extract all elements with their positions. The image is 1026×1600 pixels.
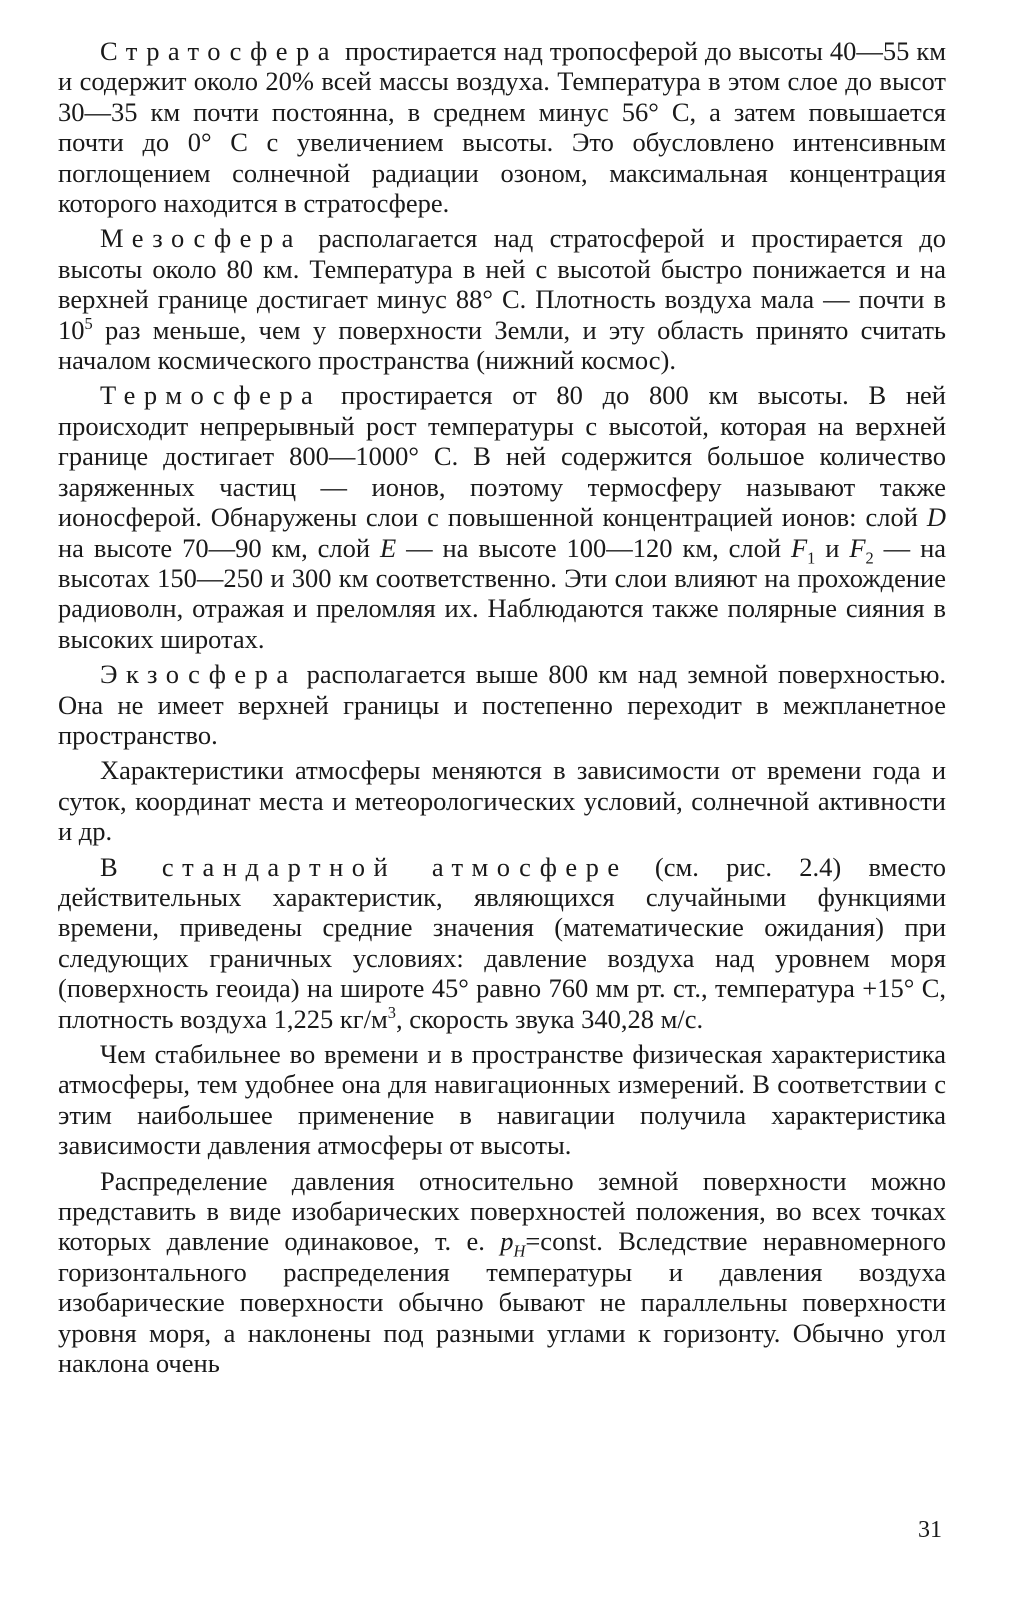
paragraph-thermosphere: [58, 380, 946, 654]
layer-d-label: D: [926, 502, 946, 533]
paragraph-exosphere: [58, 659, 946, 750]
subscript: 2: [865, 547, 874, 567]
paragraph-text: Распределение давления относительно земной поверхности можно представить в виде изобарических поверхностей положения, во всех точках которых давление одинаковое, т. е.: [58, 1165, 946, 1257]
superscript: 5: [84, 313, 93, 333]
paragraph-stratosphere: [58, 36, 946, 218]
term-mesosphere: Мезосфера: [100, 223, 302, 254]
subscript: 1: [807, 547, 816, 567]
paragraph-mesosphere: [58, 223, 946, 375]
paragraph-text: простирается над тропосферой до высоты 40—55 км и содержит около 20% всей массы воздуха. Температура в этом слое до высот 30—35 км почти постоянна, в среднем минус 56° С, а затем повышается почти до 0° С с увеличением высоты. Это обусловлено интенсивным поглощением солнечной радиации озоном, максимальная концентрация которого находится в стратосфере.: [58, 36, 946, 219]
paragraph-text: (см. рис. 2.4) вместо действительных характеристик, являющихся случайными функциями времени, приведены средние значения (математические ожидания) при следующих граничных условиях: давление воздуха над уровнем моря (поверхность геоида) на широте 45° равно 760 мм рт. ст., температура +15° С, плотность воздуха 1,225 кг/м: [58, 851, 946, 1034]
paragraph-text: располагается выше 800 км над земной поверхностью. Она не имеет верхней границы и постепенно переходит в межпланетное пространство.: [58, 659, 946, 750]
layer-e-label: E: [379, 532, 397, 563]
layer-f2-label: F: [849, 532, 866, 563]
term-exosphere: Экзосфера: [100, 659, 297, 690]
paragraph-stability: [58, 1039, 946, 1161]
term-stratosphere: Стратосфера: [100, 36, 339, 66]
paragraph-characteristics: [58, 755, 946, 846]
superscript: 3: [387, 1002, 396, 1022]
paragraph-text: — на высотах 150—250 и 300 км соответственно. Эти слои влияют на прохождение радиоволн, отражая и преломляя их. Наблюдаются также полярные сияния в высоких широтах.: [58, 532, 947, 654]
paragraph-text: раз меньше, чем у поверхности Земли, и эту область принято считать началом космического пространства (нижний космос).: [58, 314, 946, 376]
variable-p: p: [500, 1226, 514, 1257]
page-body: [58, 36, 946, 1383]
paragraph-text: Характеристики атмосферы меняются в зависимости от времени года и суток, координат места и метеорологических условий, солнечной активности и др.: [58, 755, 946, 847]
paragraph-text: Чем стабильнее во времени и в пространстве физическая характеристика атмосферы, тем удобнее она для навигационных измерений. В соответствии с этим наибольшее применение в навигации получила характеристика зависимости давления атмосферы от высоты.: [58, 1039, 946, 1161]
term-thermosphere: Термосфера: [100, 380, 322, 411]
paragraph-standard-atmosphere: [58, 852, 946, 1034]
page-number: 31: [918, 1517, 942, 1543]
paragraph-text: на высоте 70—90 км, слой: [58, 532, 380, 563]
paragraph-text: , скорость звука 340,28 м/с.: [395, 1003, 704, 1034]
subscript: H: [513, 1241, 526, 1261]
paragraph-text: располагается над стратосферой и простирается до высоты около 80 км. Температура в ней с высотой быстро понижается и на верхней границе достигает минус 88° С. Плотность воздуха мала — почти в 10: [58, 223, 946, 345]
paragraph-text: и: [815, 532, 850, 563]
paragraph-text: =const. Вследствие неравномерного горизонтального распределения температуры и давления воздуха изобарические поверхности обычно бывают не параллельны поверхности уровня моря, а наклонены под разными углами к горизонту. Обычно угол наклона очень: [58, 1226, 946, 1379]
term-standard-atmosphere: В стандартной атмосфере: [100, 851, 628, 882]
paragraph-text: простирается от 80 до 800 км высоты. В ней происходит непрерывный рост температуры с высотой, которая на верхней границе достигает 800—1000° С. В ней содержится большое количество заряженных частиц — ионов, поэтому термосферу называют также ионосферой. Обнаружены слои с повышенной концентрацией ионов: слой: [58, 380, 946, 533]
layer-f1-label: F: [790, 532, 808, 563]
paragraph-pressure-distribution: [58, 1166, 946, 1379]
paragraph-text: — на высоте 100—120 км, слой: [396, 532, 791, 563]
